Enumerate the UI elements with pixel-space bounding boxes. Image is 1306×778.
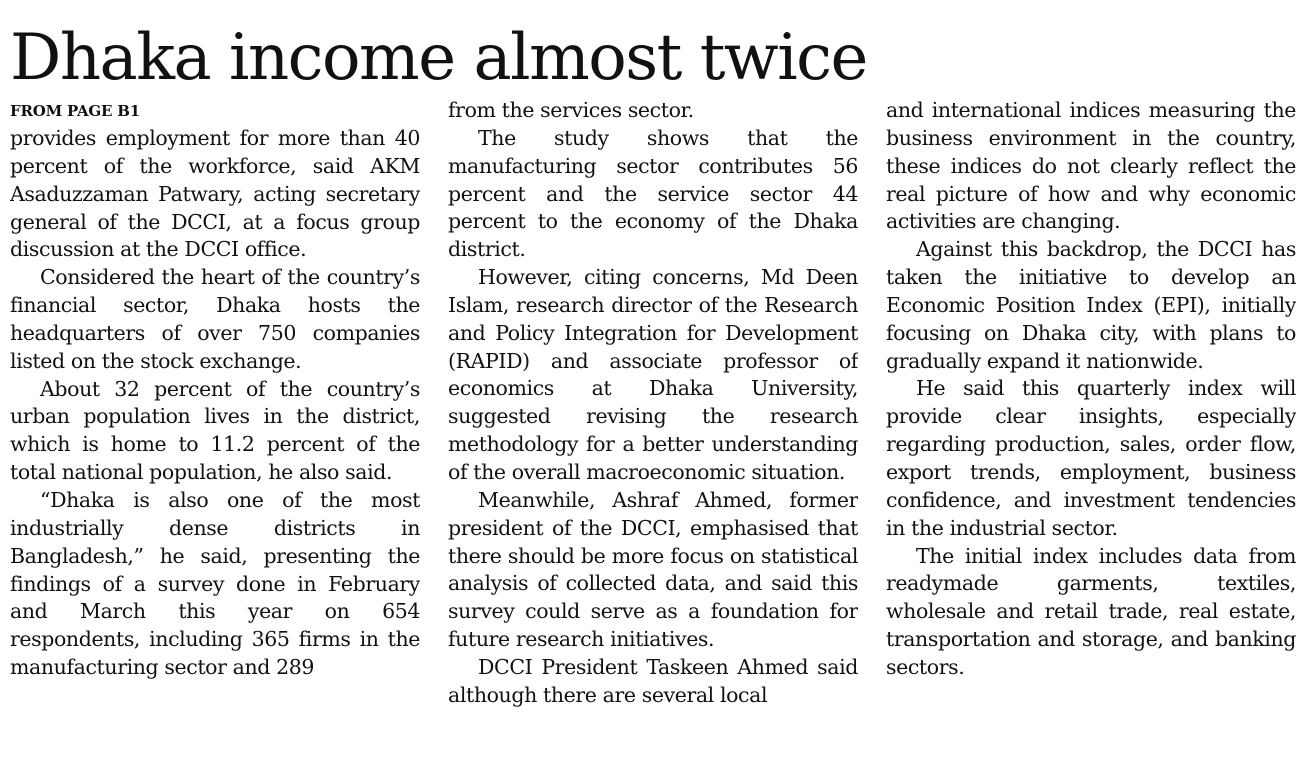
paragraph: from the services sector. (448, 98, 694, 122)
jump-line: FROM PAGE B1 (10, 102, 141, 120)
paragraph: The study shows that the manufacturing sector contributes 56 percent and the service sector 44 percent to the economy of the Dhaka district. (448, 125, 858, 262)
paragraph: Meanwhile, Ashraf Ahmed, former president of the DCCI, emphasised that there should be more focus on statistical analysis of collected data, and said this survey could serve as a foundation for future research initiatives. (448, 487, 858, 652)
paragraph: provides employment for more than 40 percent of the workforce, said AKM Asaduzzaman Patwary, acting secretary general of the DCCI, at a focus group discussion at the DCCI office. (10, 126, 420, 262)
column-2 (448, 97, 858, 778)
paragraph: About 32 percent of the country’s urban population lives in the district, which is home to 11.2 percent of the total national population, he also said. (10, 376, 420, 485)
paragraph: Considered the heart of the country’s financial sector, Dhaka hosts the headquarters of over 750 companies listed on the stock exchange. (10, 265, 420, 373)
column-1 (10, 97, 420, 778)
paragraph: “Dhaka is also one of the most industrially dense districts in Bangladesh,” he said, presenting the findings of a survey done in February and March this year on 654 respondents, including 365 firms in the manufacturing sector and 289 (10, 487, 420, 680)
paragraph: Against this backdrop, the DCCI has taken the initiative to develop an Economic Position Index (EPI), initially focusing on Dhaka city, with plans to gradually expand it nationwide. (886, 237, 1296, 373)
paragraph: The initial index includes data from readymade garments, textiles, wholesale and retail trade, real estate, transportation and storage, and banking sectors. (886, 543, 1296, 679)
paragraph: DCCI President Taskeen Ahmed said although there are several local (448, 654, 858, 707)
column-3 (886, 97, 1296, 778)
paragraph: and international indices measuring the business environment in the country, these indices do not clearly reflect the real picture of how and why economic activities are changing. (886, 98, 1296, 234)
paragraph: He said this quarterly index will provide clear insights, especially regarding production, sales, order flow, export trends, employment, business confidence, and investment tendencies in the industrial sector. (886, 376, 1296, 540)
headline: Dhaka income almost twice (10, 21, 867, 95)
paragraph: However, citing concerns, Md Deen Islam, research director of the Research and Policy Integration for Development (RAPID) and associate professor of economics at Dhaka University, suggested revising the research methodology for a better understanding of the overall macroeconomic situation. (448, 265, 858, 484)
